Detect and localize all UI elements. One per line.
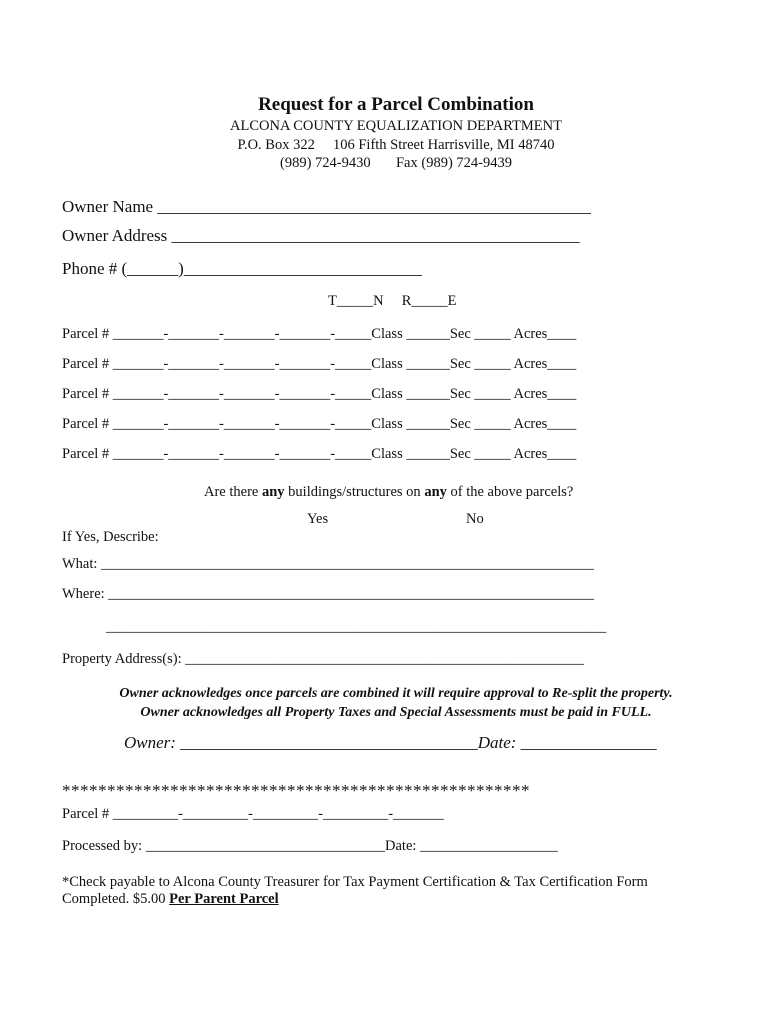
page-title: Request for a Parcel Combination [258, 94, 534, 115]
parcel-row[interactable]: Parcel # _______-_______-_______-_______-_____Class ______Sec _____ Acres____ [62, 326, 577, 342]
owner-signature-field[interactable]: Owner: ___________________________________Date: ________________ [124, 733, 657, 752]
phone-field[interactable]: Phone # (______)____________________________ [62, 259, 422, 278]
where-field[interactable]: Where: ___________________________________________________________________ [62, 586, 595, 602]
parcel-row[interactable]: Parcel # _______-_______-_______-_______-_____Class ______Sec _____ Acres____ [62, 386, 577, 402]
question-text: buildings/structures on [284, 484, 425, 500]
owner-address-field[interactable]: Owner Address ________________________________________________ [62, 226, 580, 245]
no-option[interactable]: No [466, 511, 484, 527]
question-emphasis: any [261, 484, 285, 500]
acknowledgement-taxes: Owner acknowledges all Property Taxes and Special Assessments must be paid in FULL. [140, 705, 652, 720]
parcel-row[interactable]: Parcel # _______-_______-_______-_______-_____Class ______Sec _____ Acres____ [62, 446, 577, 462]
yes-option[interactable]: Yes [307, 511, 329, 527]
processed-by-field[interactable]: Processed by: _________________________________Date: ___________________ [62, 838, 558, 854]
department-name: ALCONA COUNTY EQUALIZATION DEPARTMENT [230, 118, 562, 134]
property-address-field[interactable]: Property Address(s): _______________________________________________________ [62, 651, 584, 667]
parcel-row[interactable]: Parcel # _______-_______-_______-_______-_____Class ______Sec _____ Acres____ [62, 356, 577, 372]
new-parcel-field[interactable]: Parcel # _________-_________-_________-_________-_______ [62, 806, 444, 822]
acknowledgement-resplit: Owner acknowledges once parcels are combined it will require approval to Re-split the property. [119, 686, 673, 701]
owner-name-field[interactable]: Owner Name ___________________________________________________ [62, 197, 591, 216]
if-yes-label: If Yes, Describe: [62, 529, 159, 545]
mailing-address: P.O. Box 322 106 Fifth Street Harrisville, MI 48740 [237, 137, 555, 153]
what-field[interactable]: What: ____________________________________________________________________ [62, 556, 595, 572]
phone-numbers: (989) 724-9430 Fax (989) 724-9439 [280, 155, 512, 171]
divider-stars: **************************************************** [62, 781, 530, 800]
payment-note-text: Completed. $5.00 [62, 891, 170, 907]
where-field-line-2[interactable]: _____________________________________________________________________ [106, 619, 607, 635]
question-text: Are there [204, 484, 262, 500]
township-range-field[interactable]: T_____N R_____E [328, 293, 457, 309]
parcel-row[interactable]: Parcel # _______-_______-_______-_______-_____Class ______Sec _____ Acres____ [62, 416, 577, 432]
per-parent-parcel: Per Parent Parcel [169, 891, 279, 907]
buildings-question [204, 484, 573, 501]
question-emphasis: any [424, 484, 447, 500]
payment-note-line-2 [62, 891, 279, 908]
payment-note: *Check payable to Alcona County Treasurer for Tax Payment Certification & Tax Certification Form [62, 874, 648, 890]
question-text: of the above parcels? [446, 484, 574, 500]
